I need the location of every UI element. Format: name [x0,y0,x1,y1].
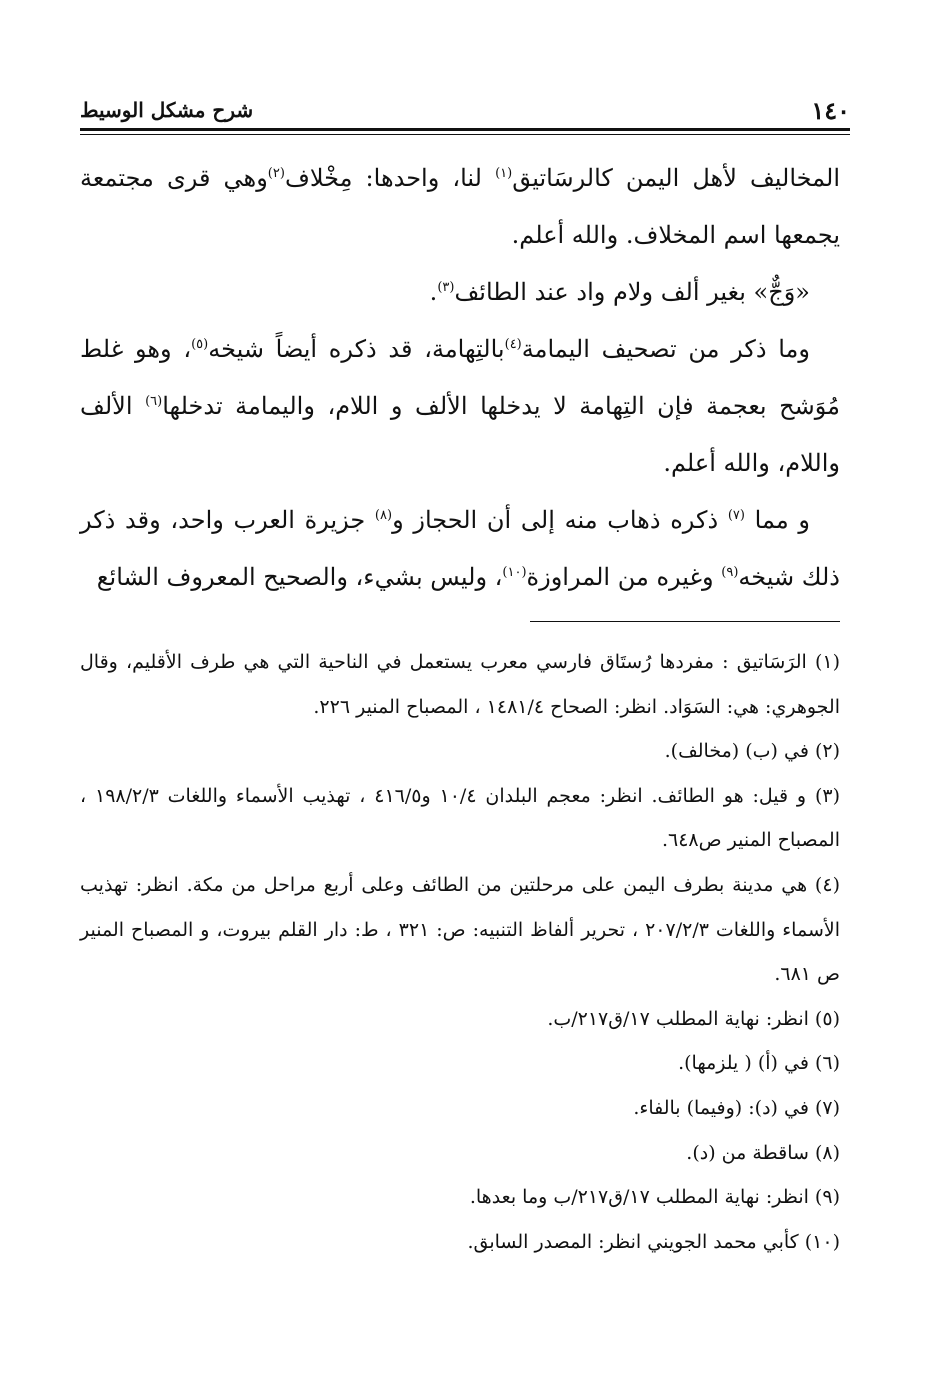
header-rule-thin [80,134,850,135]
main-text [80,150,840,606]
footnote-ref: (٧) [727,508,745,523]
footnote-separator [530,621,840,622]
footnote-3: (٣) و قيل: هو الطائف. انظر: معجم البلدان ١٠/٤ و٤١٦/٥ ، تهذيب الأسماء واللغات ١٩٨/٢/٣ ، المصباح المنير ص٦٤٨. [80,784,841,852]
footnote-2: (٢) في (ب) (مخالف). [664,740,840,763]
paragraph-1 [80,150,840,264]
paragraph-3 [80,321,840,492]
text-run: جزيرة العرب واحد، وقد ذكر ذلك شيخه [80,506,840,591]
footnote-7: (٧) في (د): (وفيما) بالفاء. [633,1096,840,1119]
footnote-6: (٦) في (أ) ( يلزمها). [678,1052,840,1075]
text-run: وغيره من المراوزة [526,563,722,591]
footnote-ref: (٥) [191,337,209,352]
footnote-1: (١) الرَسَاتيق : مفردها رُستَاق فارسي معرب يستعمل في الناحية التي هي طرف الأقليم، وقال الجوهري: هي: السَوَاد. انظر: الصحاح ١٤٨١/٤ ، المصباح المنير ٢٢٦. [80,651,840,718]
text-run: وما ذكر من تصحيف اليمامة [521,335,810,363]
text-run: الألف واللام، والله أعلم. [80,392,840,477]
footnote-ref: (١٠) [502,565,527,580]
footnote-5: (٥) انظر: نهاية المطلب ١٧/ق٢١٧/ب. [547,1007,840,1030]
page-number: ١٤٠ [811,96,850,125]
footnotes [80,640,840,1264]
page-header [80,96,850,130]
text-run: ذكره ذهاب منه إلى أن الحجاز و [392,506,728,534]
paragraph-2 [80,264,840,321]
footnote-8: (٨) ساقطة من (د). [686,1141,840,1164]
text-run: وهي قرى مجتمعة يجمعها اسم المخلاف. والله أعلم. [80,164,840,249]
header-rule [80,128,850,131]
footnote-ref: (٣) [437,280,455,295]
footnote-ref: (١) [495,166,513,181]
footnote-ref: (٢) [267,166,285,181]
footnote-10: (١٠) كأبي محمد الجويني انظر: المصدر السابق. [467,1230,840,1253]
footnote-4: (٤) هي مدينة بطرف اليمن على مرحلتين من الطائف وعلى أربع مراحل من مكة. انظر: تهذيب الأسماء واللغات ٢٠٧/٢/٣ ، تحرير ألفاظ التنبيه: ص: ٣٢١ ، ط: دار القلم بيروت، و المصباح المنير ص ٦٨١. [80,873,840,986]
paragraph-4 [80,492,840,606]
text-run: لنا، واحدها: مِخْلاف [284,164,496,192]
footnote-9: (٩) انظر: نهاية المطلب ١٧/ق٢١٧/ب وما بعدها. [469,1186,840,1209]
footnote-ref: (٦) [145,394,163,409]
footnote-ref: (٩) [721,565,739,580]
text-run: ، وليس بشيء، والصحيح المعروف الشائع [96,563,503,591]
running-title: شرح مشكل الوسيط [80,98,254,122]
text-run: بالتِهامة، قد ذكره أيضاً شيخه [208,335,505,363]
footnote-ref: (٨) [374,508,393,523]
text-run: و مما [744,506,810,534]
footnote-ref: (٤) [504,337,522,352]
text-run: . [429,278,438,306]
text-run: ، وهو غلط مُوَشح بعجمة فإن التِهامة لا يدخلها الألف و اللام، واليمامة تدخلها [80,335,841,420]
text-run: «وَجٌّ» بغير ألف ولام واد عند الطائف [454,278,810,306]
text-run: المخاليف لأهل اليمن كالرسَاتيق [512,164,841,192]
